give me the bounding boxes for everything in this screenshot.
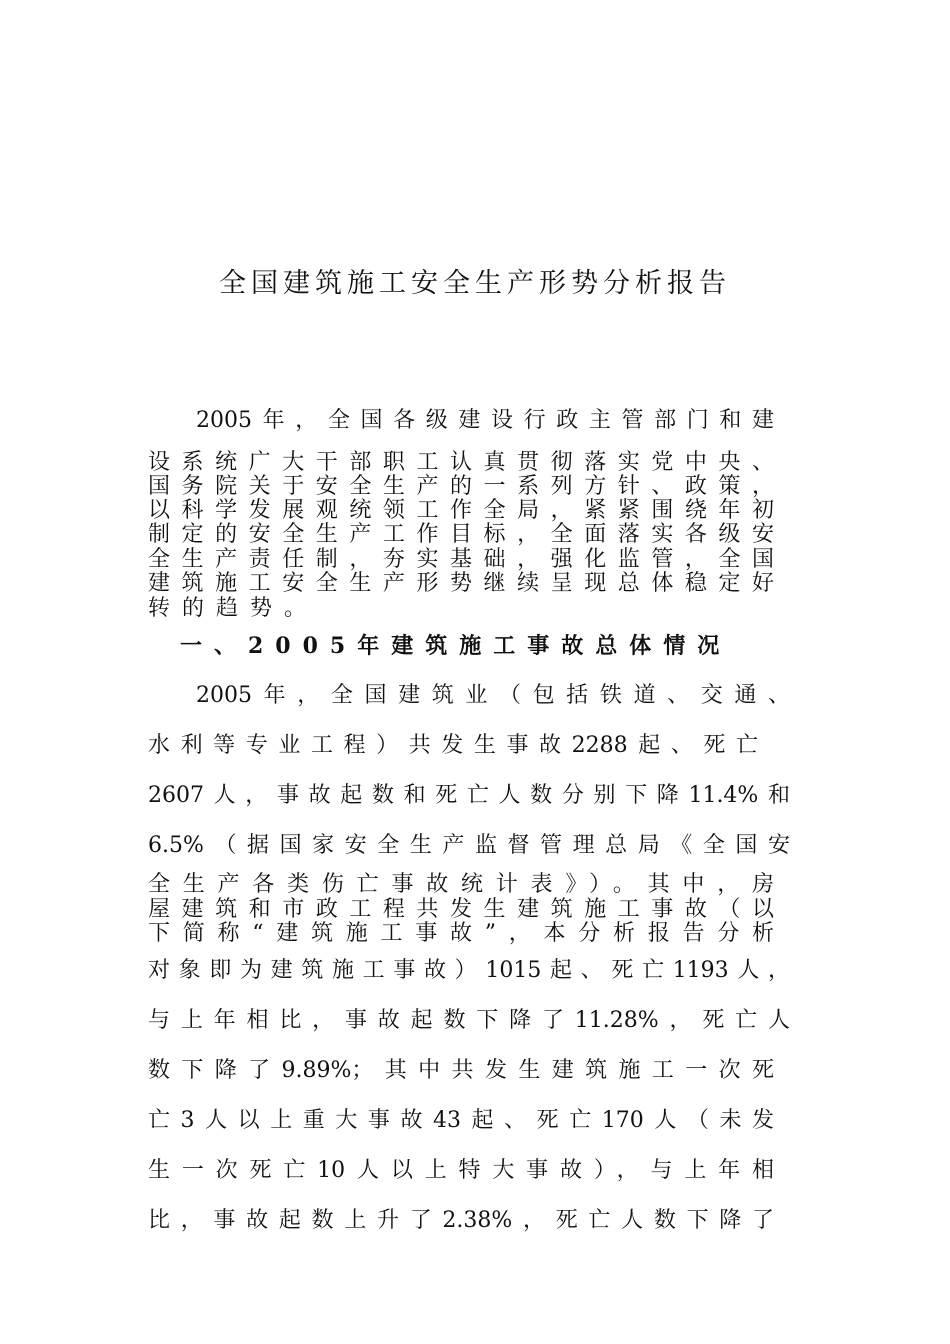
text-line: 制定的安全生产工作目标，全面落实各级安 xyxy=(148,522,774,547)
text-line: 6.5%（据国家安全生产监督管理总局《全国安 xyxy=(148,833,790,858)
text-line: 对象即为建筑施工事故）1015起、死亡1193人， xyxy=(148,958,790,983)
text-line: 生一次死亡10人以上特大事故），与上年相 xyxy=(148,1158,774,1183)
text-line: 建筑施工安全生产形势继续呈现总体稳定好 xyxy=(148,571,774,596)
text-line: 水利等专业工程）共发生事故2288起、死亡 xyxy=(148,733,758,758)
text-line: 设系统广大干部职工认真贯彻落实党中央、 xyxy=(148,450,774,475)
text-line: 全生产各类伤亡事故统计表》）。其中，房 xyxy=(148,872,774,897)
text-line: 全生产责任制，夯实基础，强化监管，全国 xyxy=(148,547,774,572)
text-line: 屋建筑和市政工程共发生建筑施工事故（以 xyxy=(148,897,774,922)
text-line: 以科学发展观统领工作全局，紧紧围绕年初 xyxy=(148,498,774,523)
text-line: 下简称“建筑施工事故”，本分析报告分析 xyxy=(148,921,774,946)
text-line: 亡3人以上重大事故43起、死亡170人（未发 xyxy=(148,1108,774,1133)
text-line: 2005年，全国建筑业（包括铁道、交通、 xyxy=(196,683,790,708)
section-heading: 一、2005年建筑施工事故总体情况 xyxy=(180,633,732,659)
text-line: 比，事故起数上升了2.38%，死亡人数下降了 xyxy=(148,1208,774,1233)
text-line: 国务院关于安全生产的一系列方针、政策， xyxy=(148,474,774,499)
document-title: 全国建筑施工安全生产形势分析报告 xyxy=(219,268,731,299)
text-line: 转的趋势。 xyxy=(148,596,319,621)
text-line: 数下降了9.89%；其中共发生建筑施工一次死 xyxy=(148,1058,774,1083)
text-line: 2005年，全国各级建设行政主管部门和建 xyxy=(196,408,774,433)
text-line: 与上年相比，事故起数下降了11.28%，死亡人 xyxy=(148,1008,790,1033)
text-line: 2607人，事故起数和死亡人数分别下降11.4%和 xyxy=(148,783,790,808)
